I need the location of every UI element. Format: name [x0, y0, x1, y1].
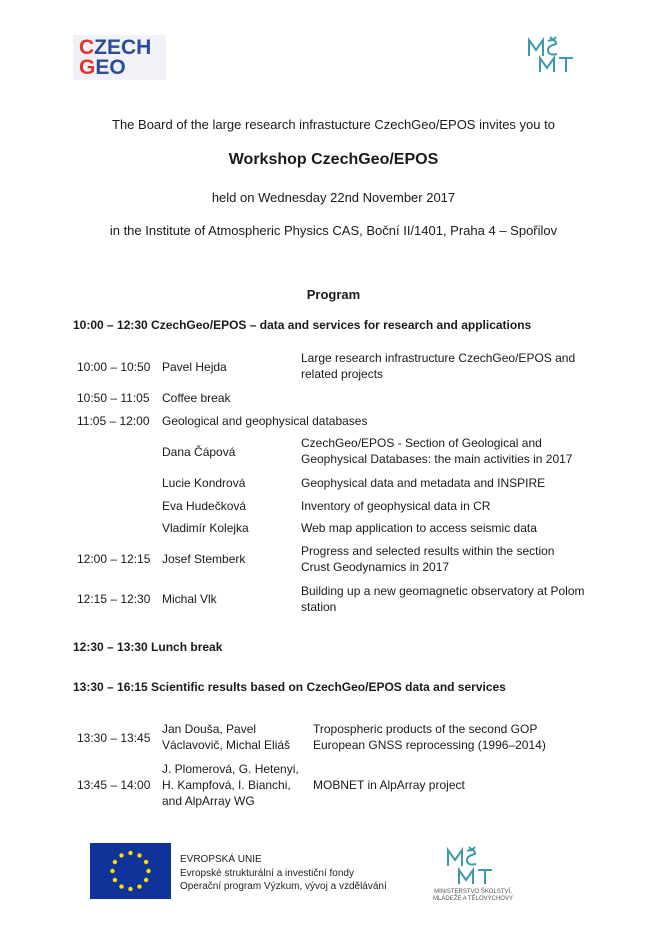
- s2-time-0: 13:30 – 13:45: [77, 731, 151, 745]
- eu-programme: Operační program Výzkum, vývoj a vzdělávání: [180, 881, 387, 892]
- msmt-name-1: MINISTERSTVO ŠKOLSTVÍ,: [434, 889, 512, 895]
- s1-speaker-5: Eva Hudečková: [162, 499, 247, 513]
- msmt-footer-icon: [445, 846, 495, 888]
- invite-line: The Board of the large research infrastucture CzechGeo/EPOS invites you to: [112, 117, 555, 132]
- s2-time-1: 13:45 – 14:00: [77, 778, 151, 792]
- s1-speaker-6: Vladimír Kolejka: [162, 521, 249, 535]
- s1-time-7: 12:00 – 12:15: [77, 552, 151, 566]
- logo-geo-rest: EO: [95, 56, 126, 79]
- s1-speaker-2: Geological and geophysical databases: [162, 414, 368, 428]
- msmt-logo-icon: [526, 36, 576, 76]
- logo-czech-text: CZECH: [79, 36, 152, 59]
- s1-speaker-1: Coffee break: [162, 391, 231, 405]
- s1-topic-0: Large research infrastructure CzechGeo/EPOS and related projects: [301, 351, 576, 381]
- s1-topic-4: Geophysical data and metadata and INSPIRE: [301, 476, 546, 490]
- s1-time-8: 12:15 – 12:30: [77, 592, 151, 606]
- s1-topic-7: Progress and selected results within the section Crust Geodynamics in 2017: [301, 544, 555, 574]
- eu-funds: Evropské strukturální a investiční fondy: [180, 868, 354, 879]
- eu-flag: [90, 843, 171, 899]
- s1-time-0: 10:00 – 10:50: [77, 360, 151, 374]
- logo-geo-text: GEO: [79, 56, 126, 79]
- s2-topic-0: Tropospheric products of the second GOP European GNSS reprocessing (1996–2014): [313, 722, 546, 752]
- session-2-heading: 13:30 – 16:15 Scientific results based on CzechGeo/EPOS data and services: [73, 680, 506, 694]
- logo-czech-rest: ZECH: [94, 36, 152, 59]
- s1-topic-5: Inventory of geophysical data in CR: [301, 499, 491, 513]
- s1-speaker-0: Pavel Hejda: [162, 360, 227, 374]
- s1-time-2: 11:05 – 12:00: [77, 414, 150, 428]
- s1-speaker-3: Dana Čápová: [162, 445, 236, 459]
- workshop-date: held on Wednesday 22nd November 2017: [211, 190, 456, 205]
- s1-speaker-4: Lucie Kondrová: [162, 476, 246, 490]
- s1-topic-3: CzechGeo/EPOS - Section of Geological and Geophysical Databases: the main activities in 2017: [301, 436, 573, 466]
- msmt-logo-top: [526, 36, 576, 76]
- czechgeo-logo: [73, 35, 166, 80]
- workshop-title: Workshop CzechGeo/EPOS: [228, 151, 439, 168]
- s2-topic-1: MOBNET in AlpArray project: [313, 778, 465, 792]
- eu-stars-icon: [90, 843, 171, 899]
- session-1-heading: 10:00 – 12:30 CzechGeo/EPOS – data and services for research and applications: [73, 318, 532, 332]
- s2-speaker-1: J. Plomerová, G. Hetenyi, H. Kampfová, I. Bianchi, and AlpArray WG: [162, 762, 299, 808]
- s1-topic-8: Building up a new geomagnetic observatory at Polom station: [301, 584, 585, 614]
- workshop-place: in the Institute of Atmospheric Physics CAS, Boční II/1401, Praha 4 – Spořilov: [109, 223, 558, 238]
- msmt-name-2: MLÁDEŽE A TĚLOVÝCHOVY: [433, 896, 513, 902]
- eu-title: EVROPSKÁ UNIE: [180, 854, 262, 865]
- s1-speaker-8: Michal Vlk: [162, 592, 217, 606]
- s2-speaker-0: Jan Douša, Pavel Václavovič, Michal Eliáš: [162, 722, 291, 752]
- program-heading: Program: [306, 287, 361, 302]
- s1-time-1: 10:50 – 11:05: [77, 391, 150, 405]
- s1-topic-6: Web map application to access seismic data: [301, 521, 537, 535]
- msmt-logo-footer: [445, 846, 495, 888]
- lunch-break: 12:30 – 13:30 Lunch break: [73, 640, 223, 654]
- s1-speaker-7: Josef Stemberk: [162, 552, 246, 566]
